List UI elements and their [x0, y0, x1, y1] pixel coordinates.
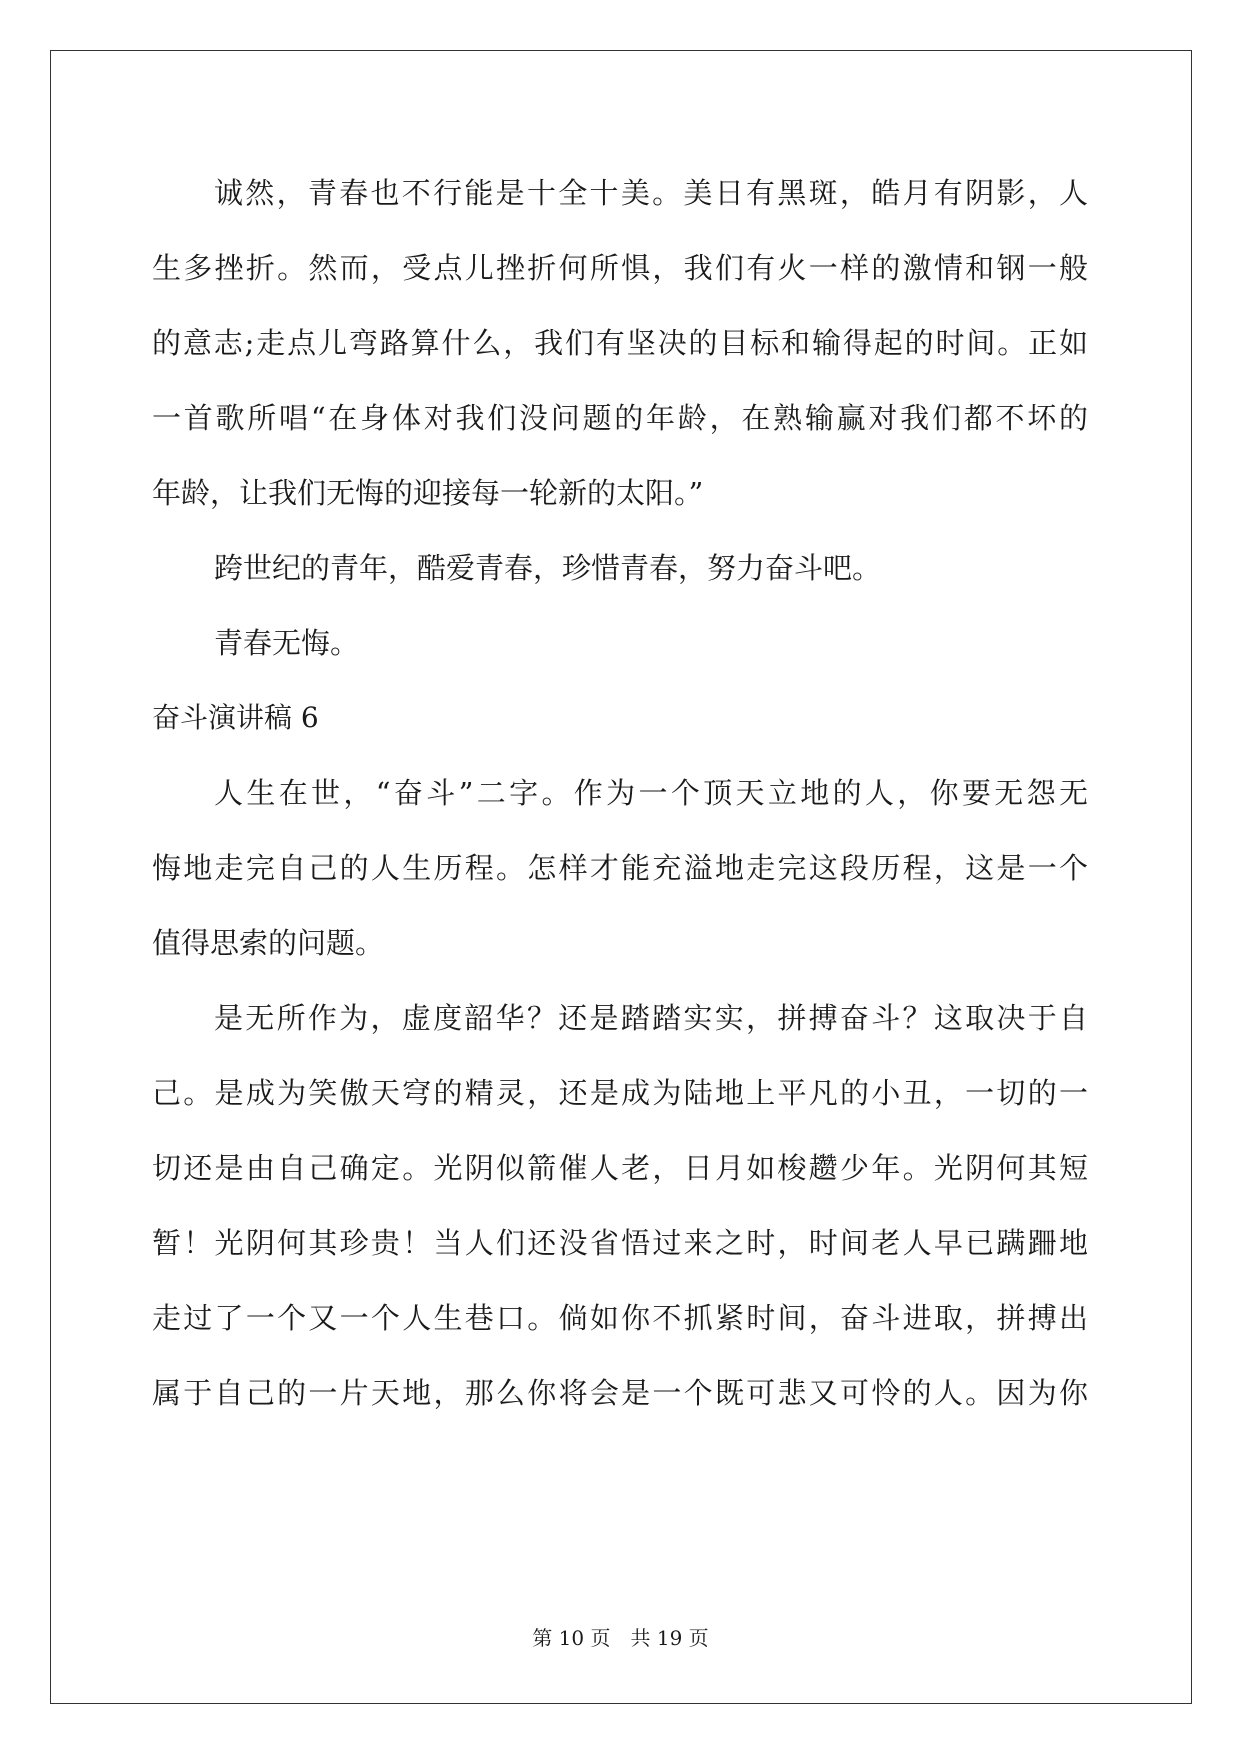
- paragraph-3: 青春无悔。: [214, 626, 360, 660]
- section-heading: 奋斗演讲稿 6: [152, 701, 319, 734]
- paragraph-1-line-3: 的意志;走点儿弯路算什么，我们有坚决的目标和输得起的时间。正如: [152, 326, 1088, 360]
- paragraph-1-line-5: 年龄，让我们无悔的迎接每一轮新的太阳。”: [152, 476, 704, 510]
- paragraph-5-line-4: 暂！光阴何其珍贵！当人们还没省悟过来之时，时间老人早已蹒跚地: [152, 1226, 1088, 1260]
- paragraph-5-line-1: 是无所作为，虚度韶华？还是踏踏实实，拼搏奋斗？这取决于自: [214, 1001, 1088, 1035]
- paragraph-4-line-3: 值得思索的问题。: [152, 926, 385, 960]
- paragraph-5-line-5: 走过了一个又一个人生巷口。倘如你不抓紧时间，奋斗进取，拼搏出: [152, 1301, 1088, 1335]
- page-number-footer: 第 10 页 共 19 页: [532, 1626, 709, 1650]
- paragraph-4-line-1: 人生在世，“奋斗”二字。作为一个顶天立地的人，你要无怨无: [214, 776, 1088, 810]
- paragraph-5-line-3: 切还是由自己确定。光阴似箭催人老，日月如梭趱少年。光阴何其短: [152, 1151, 1088, 1185]
- paragraph-1-line-4: 一首歌所唱“在身体对我们没问题的年龄，在熟输赢对我们都不坏的: [152, 401, 1088, 435]
- paragraph-5-line-2: 己。是成为笑傲天穹的精灵，还是成为陆地上平凡的小丑，一切的一: [152, 1076, 1088, 1110]
- paragraph-1-line-1: 诚然，青春也不行能是十全十美。美日有黑斑，皓月有阴影，人: [214, 176, 1088, 210]
- paragraph-1-line-2: 生多挫折。然而，受点儿挫折何所惧，我们有火一样的激情和钢一般: [152, 251, 1088, 285]
- paragraph-4-line-2: 悔地走完自己的人生历程。怎样才能充溢地走完这段历程，这是一个: [152, 851, 1088, 885]
- paragraph-2: 跨世纪的青年，酷爱青春，珍惜青春，努力奋斗吧。: [214, 551, 882, 585]
- paragraph-5-line-6: 属于自己的一片天地，那么你将会是一个既可悲又可怜的人。因为你: [152, 1376, 1088, 1410]
